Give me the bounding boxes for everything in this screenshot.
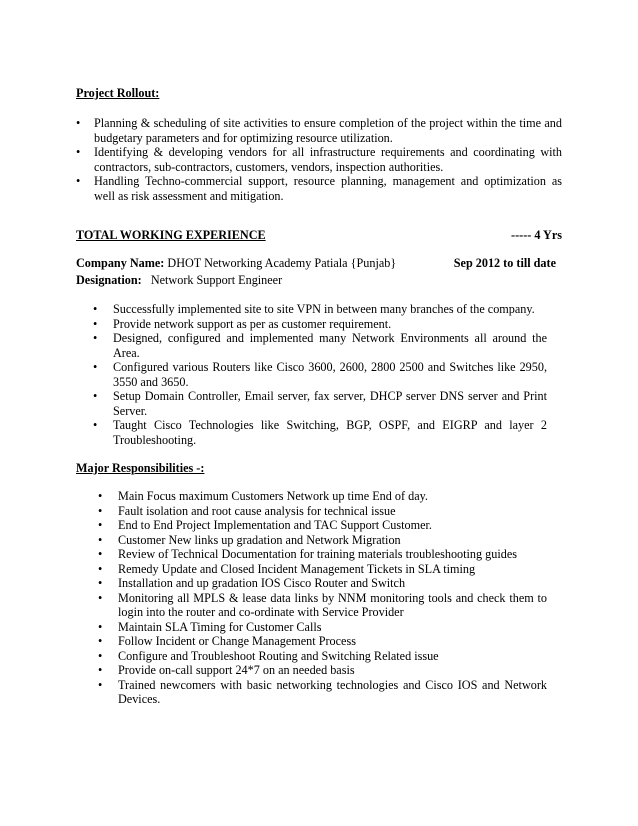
list-item xyxy=(93,389,547,418)
list-item xyxy=(98,518,547,533)
experience-list xyxy=(93,302,547,447)
list-item xyxy=(93,360,547,389)
company-label: Company Name: xyxy=(76,256,165,270)
list-item xyxy=(98,620,547,635)
list-item-text: Provide network support as per as customer requirement. xyxy=(113,316,392,331)
designation-label: Designation: xyxy=(76,273,142,287)
bullet-icon: • xyxy=(76,145,81,159)
list-item-text: Maintain SLA Timing for Customer Calls xyxy=(118,619,322,634)
bullet-icon: • xyxy=(98,677,103,692)
bullet-icon: • xyxy=(93,360,98,374)
list-item-text: Handling Techno-commercial support, resource planning, management and optimization as well as risk assessment and mitigation. xyxy=(94,174,562,203)
list-item-text: Fault isolation and root cause analysis for technical issue xyxy=(118,503,396,518)
bullet-icon: • xyxy=(93,389,98,403)
list-item xyxy=(76,116,562,145)
list-item xyxy=(98,562,547,577)
list-item xyxy=(93,418,547,447)
project-rollout-list xyxy=(76,116,562,203)
bullet-icon: • xyxy=(98,648,103,663)
list-item-text: Designed, configured and implemented many Network Environments all around the Area. xyxy=(113,331,547,360)
bullet-icon: • xyxy=(98,663,103,677)
bullet-icon: • xyxy=(98,489,103,503)
list-item-text: Installation and up gradation IOS Cisco Router and Switch xyxy=(118,576,406,590)
list-item-text: Successfully implemented site to site VPN in between many branches of the company. xyxy=(113,302,535,316)
designation-value: Network Support Engineer xyxy=(150,273,283,287)
bullet-icon: • xyxy=(93,316,98,331)
list-item-text: Main Focus maximum Customers Network up time End of day. xyxy=(118,489,428,503)
bullet-icon: • xyxy=(98,561,103,576)
list-item xyxy=(76,145,562,174)
bullet-icon: • xyxy=(98,532,103,547)
list-item xyxy=(76,174,562,203)
responsibilities-list xyxy=(98,489,547,707)
total-experience: ----- 4 Yrs xyxy=(511,228,562,242)
list-item xyxy=(98,533,547,548)
list-item-text: Provide on-call support 24*7 on an needed basis xyxy=(118,663,355,677)
bullet-icon: • xyxy=(98,590,103,605)
designation-row xyxy=(76,273,282,288)
company-value: DHOT Networking Academy Patiala {Punjab} xyxy=(167,256,397,270)
bullet-icon: • xyxy=(93,331,98,345)
list-item xyxy=(98,634,547,649)
employment-period: Sep 2012 to till date xyxy=(453,256,556,270)
list-item xyxy=(98,489,547,504)
list-item xyxy=(98,663,547,678)
responsibilities-heading: Major Responsibilities -: xyxy=(76,461,205,475)
list-item xyxy=(98,576,547,591)
bullet-icon: • xyxy=(76,116,81,130)
list-item xyxy=(98,678,547,707)
project-rollout-heading: Project Rollout: xyxy=(76,86,160,100)
list-item-text: Identifying & developing vendors for all infrastructure requirements and coordinating with contractors, sub-contractors, customers, vendors, inspection authorities. xyxy=(94,145,562,174)
list-item xyxy=(98,504,547,519)
list-item xyxy=(98,649,547,664)
list-item xyxy=(98,547,547,562)
list-item-text: Remedy Update and Closed Incident Management Tickets in SLA timing xyxy=(118,561,476,576)
bullet-icon: • xyxy=(98,634,103,648)
list-item xyxy=(93,331,547,360)
list-item-text: End to End Project Implementation and TAC Support Customer. xyxy=(118,518,432,532)
list-item-text: Monitoring all MPLS & lease data links by NNM monitoring tools and check them to login into the router and co-ordinate with Service Provider xyxy=(118,590,547,619)
list-item-text: Configured various Routers like Cisco 3600, 2600, 2800 2500 and Switches like 2950, 3550 and 3650. xyxy=(113,360,547,389)
bullet-icon: • xyxy=(98,547,103,561)
list-item-text: Follow Incident or Change Management Process xyxy=(118,634,356,648)
list-item xyxy=(93,317,547,332)
list-item-text: Configure and Troubleshoot Routing and Switching Related issue xyxy=(118,648,439,663)
list-item-text: Planning & scheduling of site activities to ensure completion of the project within the time and budgetary parameters and for optimizing resource utilization. xyxy=(94,116,562,145)
list-item-text: Customer New links up gradation and Network Migration xyxy=(118,532,401,547)
bullet-icon: • xyxy=(98,518,103,532)
bullet-icon: • xyxy=(93,302,98,316)
list-item xyxy=(98,591,547,620)
list-item xyxy=(93,302,547,317)
bullet-icon: • xyxy=(98,619,103,634)
list-item-text: Setup Domain Controller, Email server, fax server, DHCP server DNS server and Print Server. xyxy=(113,389,547,418)
bullet-icon: • xyxy=(76,174,81,188)
list-item-text: Trained newcomers with basic networking technologies and Cisco IOS and Network Devices. xyxy=(118,677,547,706)
list-item-text: Review of Technical Documentation for training materials troubleshooting guides xyxy=(118,547,517,561)
bullet-icon: • xyxy=(98,576,103,590)
company-row xyxy=(76,256,396,271)
list-item-text: Taught Cisco Technologies like Switching, BGP, OSPF, and EIGRP and layer 2 Troubleshooting. xyxy=(113,418,547,447)
bullet-icon: • xyxy=(93,418,98,432)
experience-heading: TOTAL WORKING EXPERIENCE xyxy=(76,228,266,242)
bullet-icon: • xyxy=(98,503,103,518)
